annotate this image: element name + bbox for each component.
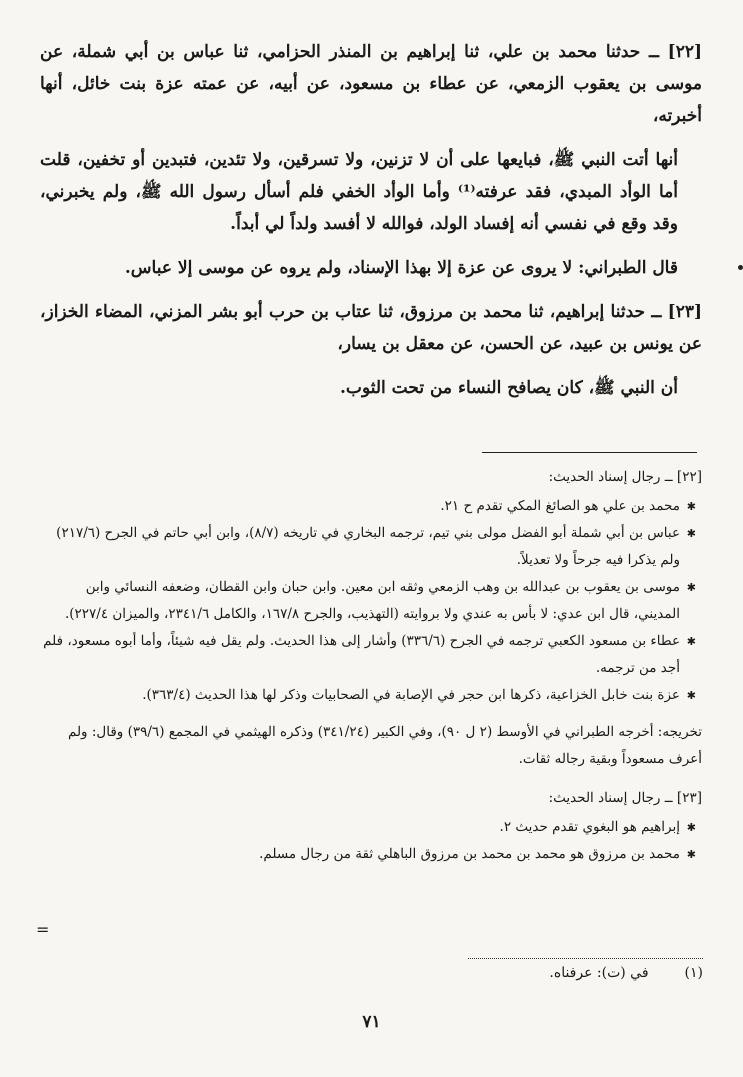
note-item: ✱ إبراهيم هو البغوي تقدم حديث ٢. — [40, 814, 702, 841]
hadith-22-isnad: [٢٢] ــ حدثنا محمد بن علي، ثنا إبراهيم بن المنذر الحزامي، ثنا عباس بن أبي شملة، عن موسى بن يعقوب الزمعي، عن عطاء بن مسعود، عن أبيه، عن عمته عزة بنت خائل، أنها أخبرته، — [40, 42, 702, 126]
footnote-marker: (١) — [684, 965, 703, 981]
notes-23-heading: [٢٣] ــ رجال إسناد الحديث: — [548, 790, 702, 806]
note-item: ✱ محمد بن علي هو الصائغ المكي تقدم ح ٢١. — [40, 493, 702, 520]
note-item: ✱ عباس بن أبي شملة أبو الفضل مولى بني تيم، ترجمه البخاري في تاريخه (٨/٧)، وابن أبي حاتم في الجرح (٢١٧/٦) ولم يذكرا فيه جرحاً ولا تعديلاً. — [40, 520, 702, 574]
page-number: ٧١ — [362, 1012, 381, 1032]
hadith-22-matn: أنها أتت النبي ﷺ، فبايعها على أن لا تزنين، ولا تسرقين، ولا تئدين، فتبدين أو تخفين، قلت أما الوأد المبدي، فقد عرفته⁽¹⁾ وأما الوأد الخفي فلم أسأل رسول الله ﷺ، ولم يخبرني، وقد وقع في نفسي أنه إفساد الولد، فوالله لا أفسد ولداً لي أبداً. — [40, 150, 678, 234]
note-item: ✱ محمد بن مرزوق هو محمد بن محمد بن مرزوق الباهلي ثقة من رجال مسلم. — [40, 841, 702, 868]
margin-dot — [738, 265, 743, 270]
footnote — [549, 965, 703, 981]
notes-section — [40, 462, 702, 868]
margin-mark: = — [36, 920, 50, 939]
footnote-text: في (ت): عرفناه. — [549, 965, 649, 981]
footnote-separator — [468, 958, 703, 959]
main-text — [40, 36, 702, 416]
note-item: ✱ عزة بنت خابل الخزاعية، ذكرها ابن حجر في الإصابة في الصحابيات وذكر لها هذا الحديث (٣٦٣/٤). — [40, 682, 702, 709]
hadith-23-isnad: [٢٣] ــ حدثنا إبراهيم، ثنا محمد بن مرزوق، ثنا عتاب بن حرب أبو بشر المزني، المضاء الخزاز، عن يونس بن عبيد، عن الحسن، عن معقل بن يسار، — [40, 302, 702, 354]
notes-22-heading: [٢٢] ــ رجال إسناد الحديث: — [548, 469, 702, 485]
takhrij-22: تخريجه: أخرجه الطبراني في الأوسط (٢ ل ٩٠)، وفي الكبير (٣٤١/٢٤) وذكره الهيثمي في المجمع (٣٩/٦) وقال: ولم أعرف مسعوداً وبقية رجاله ثقات. — [67, 724, 702, 767]
hadith-23-matn: أن النبي ﷺ، كان يصافح النساء من تحت الثوب. — [340, 378, 678, 398]
tabarani-comment: قال الطبراني: لا يروى عن عزة إلا بهذا الإسناد، ولم يروه عن موسى إلا عباس. — [124, 258, 678, 278]
note-item: ✱ موسى بن يعقوب بن عبدالله بن وهب الزمعي وثقه ابن معين. وابن حبان وابن القطان، وضعفه النسائي وابن المديني، قال ابن عدي: لا بأس به عندي ولا بروايته (التهذيب، والجرح ١٦٧/٨، والكامل ٢٣٤١/٦، والميزان ٢٢٧/٤). — [40, 574, 702, 628]
note-item: ✱ عطاء بن مسعود الكعبي ترجمه في الجرح (٣٣٦/٦) وأشار إلى هذا الحديث. ولم يقل فيه شيئاً، وأما أبوه مسعود، فلم أجد من ترجمه. — [40, 628, 702, 682]
separator-line — [482, 452, 697, 453]
